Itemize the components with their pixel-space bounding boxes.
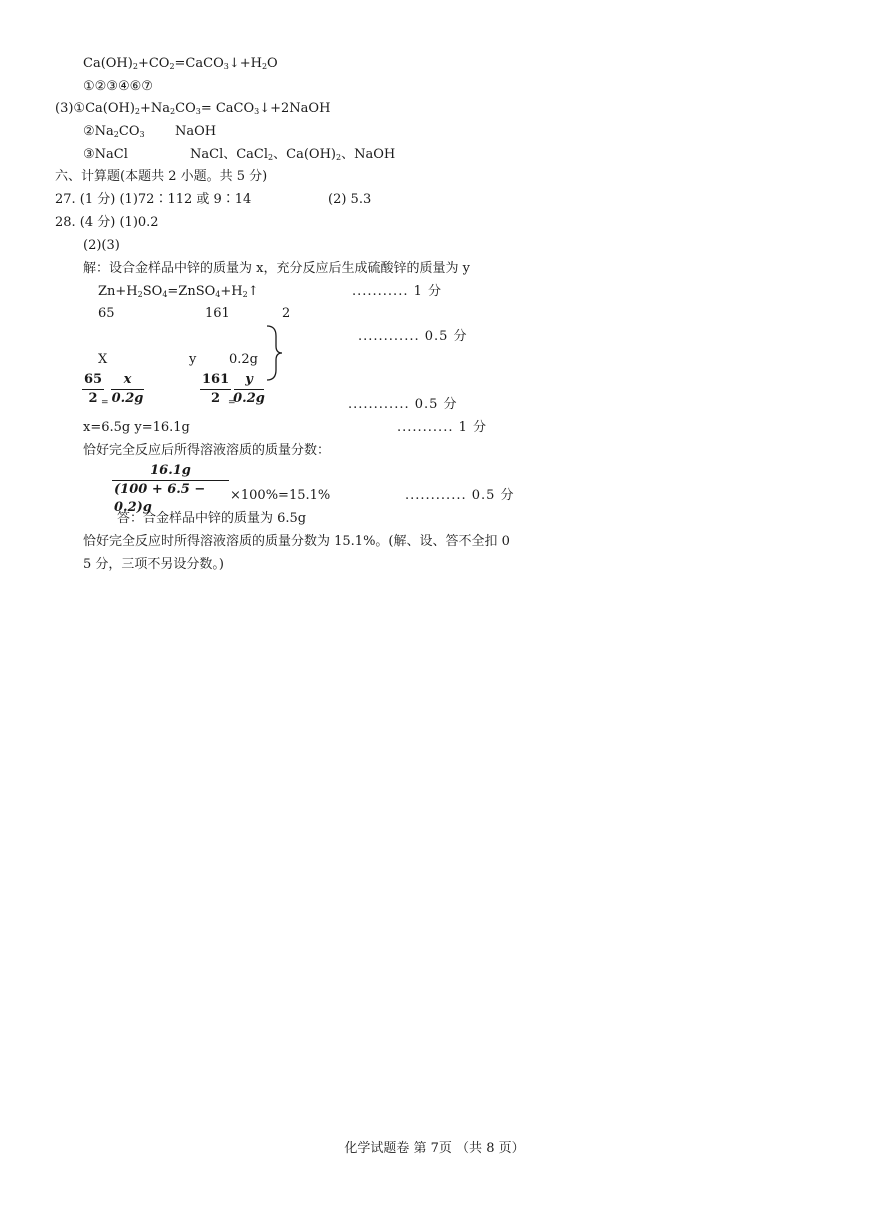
equals-sign: = <box>101 398 109 408</box>
solution-setup: 解：设合金样品中锌的质量为 x，充分反应后生成硫酸锌的质量为 y <box>83 261 470 276</box>
answer-naoh: NaOH <box>175 124 217 139</box>
question-28-parts: (2)(3) <box>83 238 120 253</box>
score-1: ........... 1 分 <box>352 284 442 299</box>
score-5: ............ 0.5 分 <box>405 488 515 503</box>
mass-fraction-label: 恰好完全反应后所得溶液溶质的质量分数： <box>83 443 331 458</box>
question-28: 28. (4 分) (1)0.2 <box>55 215 159 230</box>
answer-nacl: ③NaCl <box>83 147 128 162</box>
mass-h2: 0.2g <box>229 352 258 367</box>
answer-list: ①②③④⑥⑦ <box>83 79 153 94</box>
question-27-part2: (2) 5.3 <box>328 192 372 207</box>
score-3: ............ 0.5 分 <box>348 397 458 412</box>
section-title: 六、计算题(本题共 2 小题。共 5 分) <box>55 169 268 184</box>
fraction-161-2: 161 2 <box>202 372 230 406</box>
fraction-x-02g: x 0.2g <box>111 372 144 406</box>
equation-zn-h2so4: $Zn+H_2SO_4=ZnSO_4+H_2↑$ <box>98 284 259 299</box>
answer-zinc-mass: 答：合金样品中锌的质量为 6.5g <box>117 511 307 526</box>
equation-caoh2-co2: $Ca(OH)_2+CO_2=CaCO_3↓+H_2O$ <box>83 56 278 71</box>
variable-x: X <box>98 352 108 367</box>
answer-note: 5 分，三项不另设分数。) <box>83 557 224 572</box>
equation-caoh2-na2co3: $(3)①Ca(OH)_2+Na_2CO_3=$ CaCO$_3$↓+2NaOH <box>55 101 331 116</box>
molar-mass-h2: 2 <box>282 306 291 321</box>
score-2: ............ 0.5 分 <box>358 329 468 344</box>
equals-sign: = <box>228 398 236 408</box>
fraction-65-2: 65 2 <box>84 372 103 406</box>
molar-mass-znso4: 161 <box>205 306 230 321</box>
result-values: x=6.5g y=16.1g <box>83 420 190 435</box>
mass-fraction-result: ×100%=15.1% <box>230 488 331 503</box>
variable-y: y <box>189 352 197 367</box>
score-4: ........... 1 分 <box>397 420 487 435</box>
fraction-mass: 16.1g (100 + 6.5 − 0.2)g <box>112 462 229 517</box>
question-27: 27. (1 分) (1)72∶112 或 9∶14 <box>55 192 252 207</box>
answer-mixture: NaCl、CaCl$_2$、$Ca(OH)_2$、NaOH <box>190 147 396 162</box>
answer-mass-fraction: 恰好完全反应时所得溶液溶质的质量分数为 15.1%。(解、设、答不全扣 0 <box>83 534 510 549</box>
right-brace-icon <box>264 324 284 382</box>
molar-mass-zn: 65 <box>98 306 115 321</box>
answer-na2co3: $②Na_2CO_3$ <box>83 124 145 139</box>
page-footer: 化学试题卷 第 7页 （共 8 页） <box>344 1141 525 1156</box>
fraction-y-02g: y 0.2g <box>233 372 265 406</box>
